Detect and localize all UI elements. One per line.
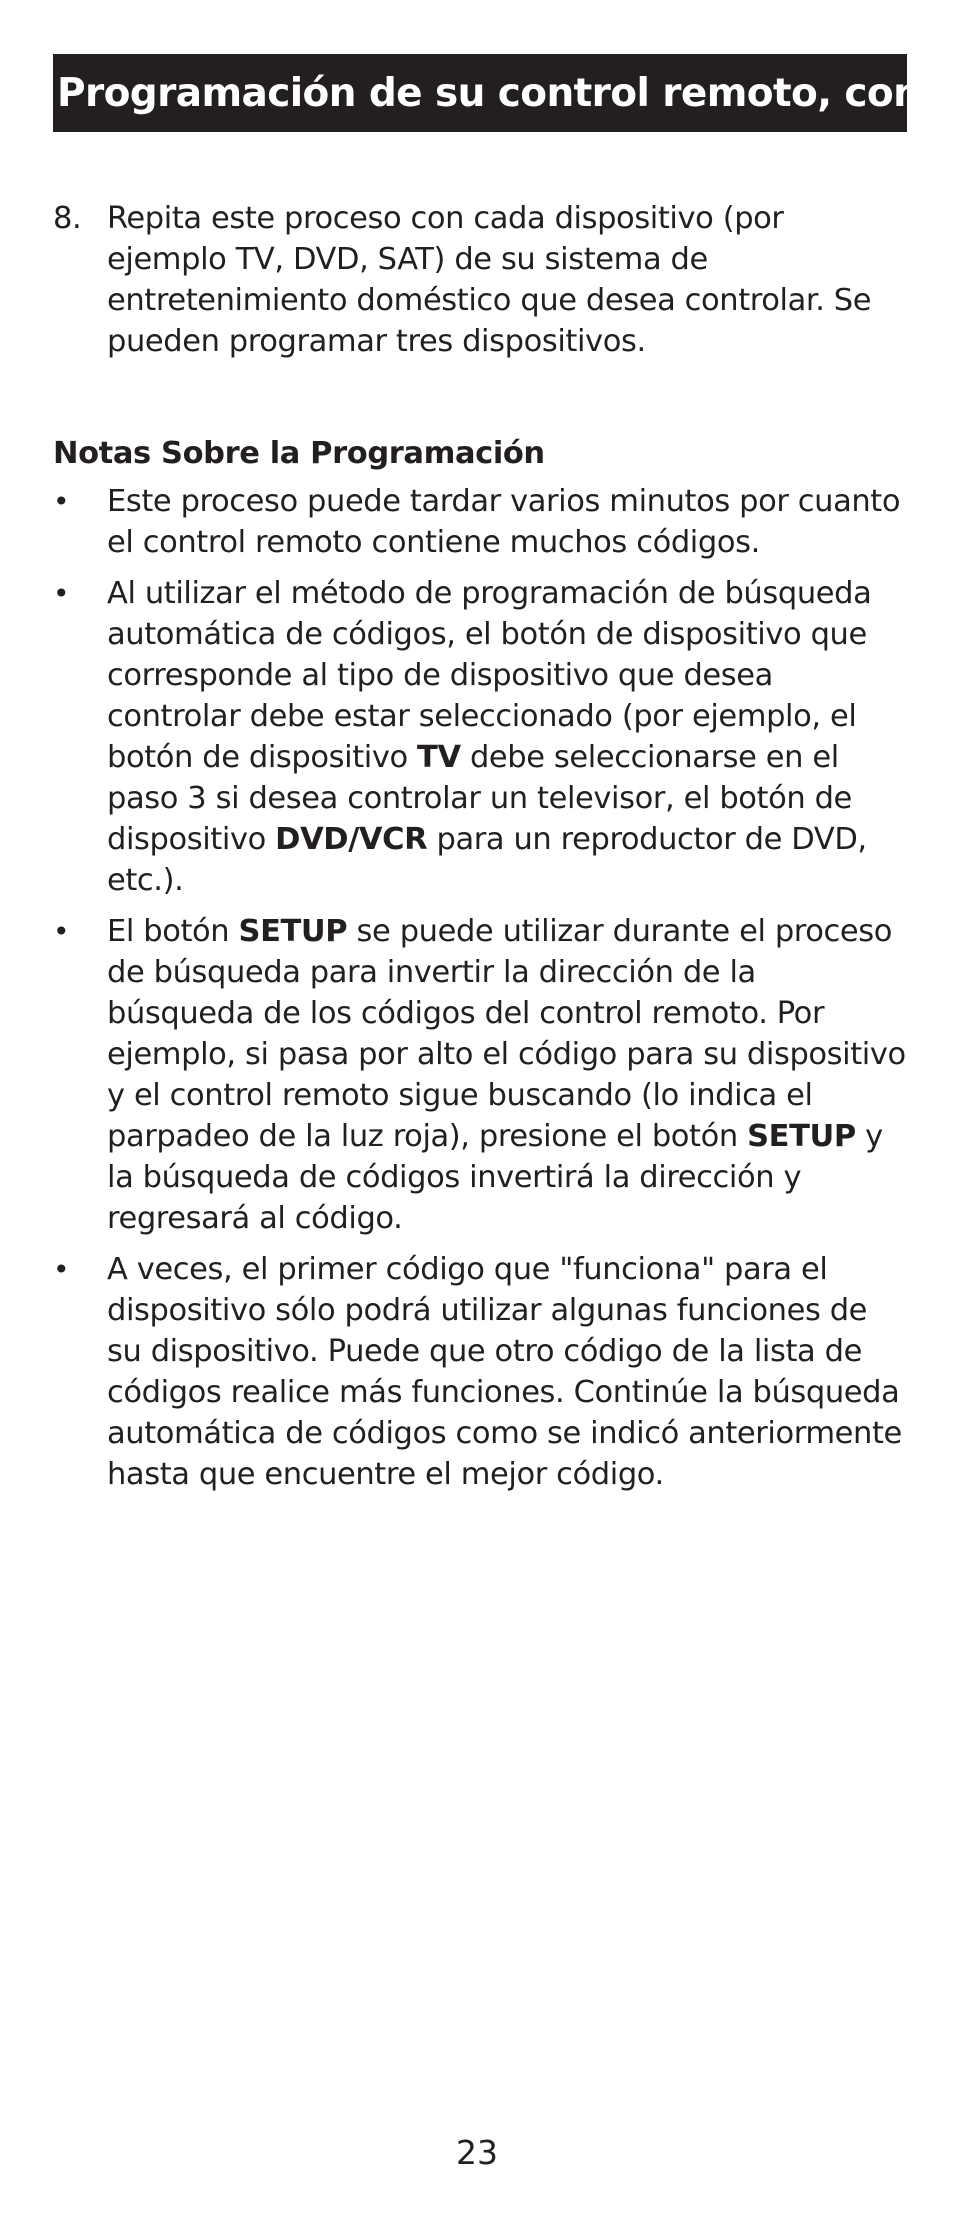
note-item xyxy=(53,573,909,901)
setup-button-name: SETUP xyxy=(747,1119,856,1154)
note-text-segment: se puede utilizar durante el proceso de búsqueda para invertir la dirección de la búsqueda de los códigos del control remoto. Por ejemplo, si pasa por alto el código para su dispositivo y el control remoto sigue buscando (lo indica el parpadeo de la luz roja), presione el botón xyxy=(107,914,906,1154)
dvd-vcr-button-name: DVD/VCR xyxy=(275,822,428,857)
note-text-segment: El botón xyxy=(107,914,239,949)
note-text: Este proceso puede tardar varios minutos por cuanto el control remoto contiene muchos códigos. xyxy=(107,484,901,560)
note-item xyxy=(53,1249,909,1495)
note-item xyxy=(53,911,909,1239)
step-8 xyxy=(53,198,909,362)
page-number: 23 xyxy=(456,2133,498,2172)
bullet-icon: • xyxy=(53,485,70,518)
notes-heading: Notas Sobre la Programación xyxy=(53,436,545,471)
note-text-segment: Al utilizar el método de programación de búsqueda automática de códigos, el botón de dispositivo que corresponde al tipo de dispositivo que desea controlar debe estar seleccionado (por ejemplo, el botón de dispositivo xyxy=(107,576,872,775)
title-bar xyxy=(53,54,953,132)
note-text-segment: debe seleccionarse en el paso 3 si desea controlar un televisor, el botón de dispositivo xyxy=(107,740,852,857)
tv-button-name: TV xyxy=(417,740,461,775)
note-text: A veces, el primer código que "funciona" para el dispositivo sólo podrá utilizar algunas funciones de su dispositivo. Puede que otro código de la lista de códigos realice más funciones. Continúe la búsqueda automática de códigos como se indicó anteriormente hasta que encuentre el mejor código. xyxy=(107,1252,902,1492)
setup-button-name: SETUP xyxy=(238,914,348,949)
page-content xyxy=(53,198,909,1505)
note-item xyxy=(53,481,909,563)
step-number: 8. xyxy=(53,201,82,236)
note-text-segment: y la búsqueda de códigos invertirá la dirección y regresará al código. xyxy=(107,1119,883,1236)
note-text-segment: para un reproductor de DVD, etc.). xyxy=(107,822,867,898)
bullet-icon: • xyxy=(53,577,70,610)
note-text xyxy=(107,911,909,1239)
note-text xyxy=(107,573,909,901)
bullet-icon: • xyxy=(53,915,70,948)
bullet-icon: • xyxy=(53,1253,70,1286)
page-title: Programación de su control remoto, cont. xyxy=(57,70,953,116)
step-text: Repita este proceso con cada dispositivo (por ejemplo TV, DVD, SAT) de su sistema de entretenimiento doméstico que desea controlar. Se pueden programar tres dispositivos. xyxy=(107,201,872,359)
